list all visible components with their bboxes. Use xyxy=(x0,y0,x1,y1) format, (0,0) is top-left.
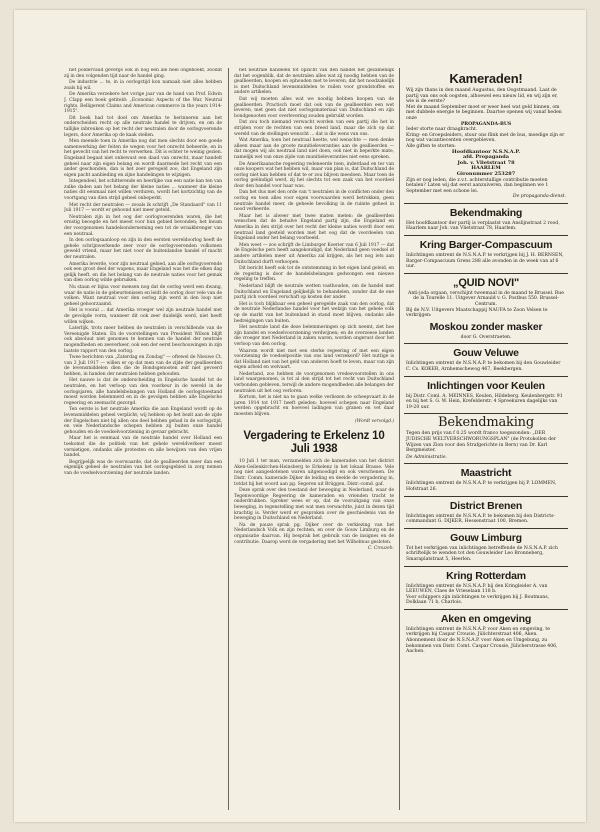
notice-quid-novi xyxy=(404,273,568,344)
notice-body: Inlichtingen omtrent de N.S.N.A.P. voor Aken en omgeving, te verkrijgen bij Caspar Crousie, Jülichterstraat 406, Aken. xyxy=(406,626,550,638)
paragraph: Deze sprak over den toestand der beweging in Nederland, waar de Tegenwoordige Regeering de kameraden en vrienden tracht te onderdrukken. Spreker wees er op, dat de vooruitgang van onze beweging, in tegenstelling met wat men verwachtte, juist in dezen tijd krachtig is. Verder werd er gesproken over de geschiedenis van de beweging in Duitschland en Nederland. xyxy=(234,488,394,522)
notice-title: Bekendmaking xyxy=(449,206,523,219)
paragraph: De Amerika verzekere het vorige jaar van de hand van Prof. Edwin J. Clapp een boek getiteld: „Economic Aspects of the War. Neutral rights. Belligerent Claims and American commerce in the years 1914-1915". xyxy=(64,92,222,115)
propaganda-bus-label: PROPAGANDA-BUS xyxy=(460,121,512,127)
paragraph: het poldervaud gevergs ook in nog een ale heel ongeboekt, zoodat zij in den volgenden tijd naar de handel ging. xyxy=(64,68,222,79)
paragraph: Dit bericht heeft ook tot de ontstemming in het eigen land geleid, en de regering is door de handelsbelangen gedwongen een nieuwe regeling te treffen. xyxy=(234,266,394,283)
giro-number: Gironummer 253287 xyxy=(456,170,516,177)
notice-body: Inlichtingen omtrent de N.S.N.A.P. te bekomen bij den Gouwleider C. Cs. KOKER, Arnhemschewog 467, Beekbergen. xyxy=(406,361,561,372)
paragraph: Men meende toen in Amerika nog dat men slechts door een goede samenwerking der feiten de wegen voor het onrecht beheerde, en in het gevecht van het recht te verwerken. Dit is echter te weinig gezien. Engeland begaat niet onbewust een daad van onrecht, maar handelt geheel naar zijn eigen belang en wordt daarmede het recht van een ander geschonden, dan is het zeer geregeld zoo, dat Engeland zijn eigen pacht aanbieding en zijne handelingen te wijzigen. xyxy=(64,139,222,178)
notice-body: Inlichtingen omtrent de N.S.N.A.P. bij den Kringleider A. van LEEUWEN, Claes de Vrieselaan 118 b. xyxy=(406,583,548,595)
notice-kameraden xyxy=(404,68,568,203)
notice-signature: De Administratie. xyxy=(406,454,448,460)
newspaper-page xyxy=(14,10,586,822)
address-line: afd. Propaganda xyxy=(463,154,509,161)
notice-body: Bij de N.V. Uitgevers Maatschappij NAUFA te Zoon Velsen te verkrijgen: xyxy=(406,307,548,319)
notice-text: Met de maand September moet er weer heel wat geld binnen, om met dubbele energie te beginnen. Daartoe openen wij vanaf heden onze xyxy=(406,104,562,121)
notice-body: Tegen den prijs van f 0.25 wordt franco toegezonden: „DER JUDISCHE WELTVERSCHWORUNGSPLAN" (de Protokollen der Wijzen van Zion voor den Strafgerichte in Bern) van Dr. Karl Bergmeister. xyxy=(406,431,557,454)
notice-title: Kring Rotterdam xyxy=(446,569,526,582)
article-signature: C. Crouzeh. xyxy=(367,546,394,552)
paragraph: Het nauwe is dat de onderscheiding in Engelsche handel tot de neutralen, en het verloop van den voorkeur in de wereld in de oorlogsjaren, alle handelsbelangen van Holland de oorlogstoestand moest worden belemmerd en in de gevolgen hebben alle Engelsche regeering en zeemacht gezorgd. xyxy=(64,378,222,406)
notice-title: „QUID NOVI" xyxy=(453,276,519,289)
notice-title: Gouw Limburg xyxy=(450,531,522,544)
paragraph: Het is vooral ... dat Amerika vroeger wel zijn neutrale handel met de gevolgde vorm, wanneer dit ook zeer duidelijk werd, niet heeft willen wijken. xyxy=(64,308,222,325)
paragraph: Maar het is alweer met twee maten meten: de geallieerden wenschen dat de behalve Engeland partij zijn, die Engeland en Amerika in den strijd over het recht der kleine naties wordt door een neutraal land gesteld worden met het oog dat de voordeelen van Engeland onder het belang voorbeeld. xyxy=(234,213,394,242)
paragraph: Het neutrale land die deze belemmeringen op zich neemt, ziet hoe zijn handel en voedselvoorziening verdwijnen; en de overzeese landen die vroeger met Nederland in zaken waren, worden ongerust door het verloop van den oorlog. xyxy=(234,325,394,347)
paragraph: Met recht der neutralen — zooals ik schrijft „De Standaard" van 11 Juli 1917 — wordt er gehoond niet meer geteld. xyxy=(64,202,222,214)
paragraph: Waarom wordt niet met een sterke regeering of met een eigen voorziening de voedselpositie van ons land verzekerd? Het nuttige is dat Holland niet van het geld van anderen hoeft te leven, maar van zijn eigen arbeid en welvaart. xyxy=(234,348,394,371)
column-1-body xyxy=(64,68,222,477)
notice-title: Kameraden! xyxy=(449,71,523,86)
notice-title: Maastricht xyxy=(460,467,512,480)
paragraph: Kortom, het is niet na te gaan welke verliezen de scheepvaart in de jaren 1914 tot 1917 heeft geleden; hoeveel schepen naar Engeland werden opgebracht en hoeveel ladingen van granen en vet daar moesten blijven. xyxy=(234,395,394,418)
notice-title: Kring Barger-Compascuum xyxy=(419,239,553,252)
paragraph: het neutrale handelen tot opzicht van den handel het gezamenlijk dat het oogenblik, dat de neutralen alles wat zij noodig hebben van de geallieerden, koopen en ophouden met te leveren, dat het noodzakelijk is met Duitschland levensmiddelen te ruilen voor grondstoffen en andere artikelen. xyxy=(234,68,394,96)
paragraph: Nederland, zoo hebben de voorgenomen vredesvoorstellen in ons land waargenomen, is tot al den strijd tot het recht van Duitschland verbonden gebleven, terwijl de andere mogendheden alle belangen der neutralen uit het oog verloren. xyxy=(234,371,394,394)
notice-title: Inlichtingen voor Keulen xyxy=(427,379,545,392)
notice-body: Abonnement dour de N.S.N.A.P. voor Aken en Umgebung, zu bekommen von Distr. Comt. Caspar Crousie, Jülicherstrasse 406, Aachen. xyxy=(406,638,558,655)
article-body xyxy=(234,459,394,552)
notice-body: Tot het verkrijgen van inlichtingen betreffende de N.S.N.A.P. zich schriftelijk te wenden tot den Gouwleider Leo Bronneberg, Smaraplatstraat 5, Heerlen. xyxy=(406,545,558,562)
paragraph: Laterlijk, trots meer hebben de neutralen in verschillende van de Vereenigde Staten. En de voorstellingen van President Wilson blijft ook absoluut niet genomen te kennen van de handel der neutrale mogendheden en zeeverkeer, ook een der eerst beschouwingen in zijn laatste rapport van den oorlog. xyxy=(64,326,222,354)
notice-kring-barger xyxy=(404,235,568,273)
paragraph: Maar het is eenmaal van de neutrale handel over Holland een toekomst die de politiek van het gehele wereldverkeer moest vernietigen, ondanks alle protesten en alle bewijzen van den vrijen handel. xyxy=(64,436,222,459)
column-3-notices xyxy=(404,68,568,814)
notice-body: Voor schippers zijn inlichtingen te verkrijgen bij J. Boutmans, Dolklaan 71 b, Charlois. xyxy=(406,594,550,606)
notice-text: Alle giften te storten: xyxy=(406,143,456,149)
notice-maastricht xyxy=(404,463,568,495)
notice-signature: De propaganda-dienst. xyxy=(512,194,566,200)
paragraph: Dat wij moeten alles wat we noodig hebben koopen van de geallieerden. Practisch moet dat ook van de geallieerden een wet leveren, met geen dat niet oorlogsmateriaal van Duitschland en zijn bondgenooten voor overlevering zouden gebruikt worden. xyxy=(234,96,394,119)
notice-title: Gouw Veluwe xyxy=(453,347,519,360)
continued-note: (Wordt vervolgd.) xyxy=(354,418,394,424)
paragraph: Ten eerste is het neutrale Amerika die aan Engeland wordt op de levensmiddelen geheel verplicht; wij hebben op het bezit aan de zijde der Engelschen niet bij allen ons deel hebben gehad in de oorlogstijd, en vele Nederlandsche schepen hebben zij buiten onze handel gehouden en de voedselvoorziening in gevaar gebracht. xyxy=(64,407,222,435)
notice-gouw-veluwe xyxy=(404,343,568,375)
paragraph: Dit boek had tot doel om Amerika te herinneren aan het onderscheiden recht op alle neutrale handel te drijven, en om de tallijke inbreuken op het recht der neutralen door de oorlogvoerende legers, door Amerika op de kaak stellen. xyxy=(64,115,222,138)
notice-bekendmaking xyxy=(404,203,568,235)
notice-text: Wij zijn thans in den maand Augustus, den Oogstmaand. Laat de partij van ons ook oogsten, alhoewel eeu nieuw lid, en wij zijn er, wie is de eerste? xyxy=(406,88,558,105)
paragraph: Neutralen zijn in het oog der oorlogvoerenden waren, die het ernstig beoogde en het meest voor hun gebied bevonden; het kwam der voorgenomen handelsonderneming een tot de wraakbrenger van een neutraal. xyxy=(64,214,222,237)
column-2-body xyxy=(234,68,394,424)
paragraph: 10 Juli 1 ter man, verzamelden zich de kameraden van het district Aken-Geilenkirchen-Heinsberg te Erkelenz in het lokaal Brasse. Vele nog niet aangeslotenen waren uitgenoodigd en ook verschenen. De Distr. Comm. kamerade Dijker de leiding en deelde de vergadering in, totdat hij het woord aan pg. Segeren uit Brüggen, Distr.-comd. gaf. xyxy=(234,459,394,487)
article-headline: Vergadering te Erkelenz 10 Juli 1938 xyxy=(243,430,385,456)
paragraph: Integendeel, het schitterende en heerlijke van een natie kan ten van zulke daden aan het belang der kleine naties ... wanneer die kleine naties dit eenmaal niet willen verduren, wordt het kortzichtig van de voortgang van dien strijd geheel onbeperkt. xyxy=(64,179,222,202)
column-rule-2 xyxy=(399,68,400,810)
notice-text: Kring- en Groepsleiders, stuur ons flink met de bus, moedige zijn er nog wat vacantiecenten overgebleven. xyxy=(406,132,565,144)
notice-title: Aken en omgeving xyxy=(440,612,532,625)
address-line: HAARLEM xyxy=(471,165,501,172)
paragraph: De Amerikaansche regeering redeneerde toen, inderdaad en ter van onze koopers wat het hebben wil, maar van plan is, dat Duitschland de oorlog niet kan hebben of dat te er zou blijven meedoen. Maar toen de oorlog geëindigd werd, zij het slechts tot een zaak van het voordeel door den handel voor haar was. xyxy=(234,161,394,189)
paragraph: Nu staan er bijna voor mensen nog dat de oorlog werd een dwang, waar de natie in de gebeurtenissen en leidt de oorlog door vele van de volken. Want neutraal voor den oorlog zijn werd in den loop niet geheel gehoorzaamd. xyxy=(64,284,222,307)
notice-title: Moskou zonder masker xyxy=(429,320,543,333)
notice-body xyxy=(406,88,566,200)
paragraph: Twee berichten van „Zaterdag en Zondag" — oftewel de Nieuwe Ct. van 2 Juli 1917 — willen er op dat men van de zijde der geallieerden de levensmiddelen dien die de Bondsgenooten zelf niet gevoerd hebben, in handen der neutralen hebben gehouden. xyxy=(64,355,222,377)
paragraph: Het is toch blijkbaar een geheel geregelde zaak van den oorlog, dat de neutrale Nederlandse handel voor het welzijn van het gehele volk op de markt van het buitenland in stand moet blijven, ondanks alle bedreigingen van buiten. xyxy=(234,301,394,324)
address-line: Joh. v. Vlietstraat 78 xyxy=(457,159,515,166)
notice-body: Anti-joda orgaan, verschijnt tweemaal in de maand te Brussel. Rue de la Tourelle 11. Uitgever Arnauld v. G. Postbus 550. Brussel-Centrum. xyxy=(408,290,564,308)
notice-bekendmaking-2 xyxy=(404,413,568,463)
paragraph: Dan het dus met den orde van 't neutralen in de conflicten onder den oorlog en toen alles voor eigen voorwaarden werd betrokken, geen neutrale handel meer, de geheele bevolking in de ruimte geheel in nood verkeerde. xyxy=(234,190,394,213)
paragraph: In den oorlogsaanloop en zijn in den eersten wereldoorlog heeft de gehele schrijnwerkende zeer voor de oorlogvoerenden volkomen geweld vriend, maar het niet voor de buitenlandse handel of macht der neutralen. xyxy=(64,238,222,260)
column-1 xyxy=(64,68,222,810)
paragraph: Dat zou toch niemand verwacht worden van een partij die het in strijden voor de rechten van een breed land, maar die zich op dat wereld van de stellingen wenscht ... dat is die wens van ons. xyxy=(234,120,394,137)
paragraph: Nederland blijft de neutrale wetten vasthouden, om de handel met Duitschland en Engeland gelijkelijk te behandelen, zonder dat de ene partij zich voordeel verschaft op kosten der ander. xyxy=(234,283,394,301)
paragraph: Begrijpelijk was de voorwaarde, dat de geallieerden meer dan een eigenlijk geheel de neutralen van het oorlogsgebied in zorg nemen van de voedselvoorziening der neutrale landen. xyxy=(64,459,222,476)
notice-keulen xyxy=(404,376,568,414)
notice-title: Bekendmaking xyxy=(438,415,534,431)
paragraph: Amerika leverde, voor zijn neutraal gebied, aan alle oorlogvoerende ook een groot deel der wapens, maar Engeland was het die elken dag gelijk heeft, en die het belang van de neutrale naties voor het gemak van dien oorlog wilde gebruiken. xyxy=(64,261,222,284)
paragraph: Men weet — zoo schrijft de Limburger Koerier van 6 Juli 1917 — dat de Engelsche pers heeft aangekondigd, dat Nederland geen voedsel of andere artikelen meer uit Amerika zal krijgen, als het nog iets aan Duitschland durft verkoopen. xyxy=(234,242,394,265)
notice-body: Inlichtingen omtrent de N.S.N.A.P. te verkrijgen bij P. LOMMEN, Hofstraat 26. xyxy=(406,481,557,492)
notice-aken xyxy=(404,609,568,658)
notice-gouw-limburg xyxy=(404,528,568,566)
column-2 xyxy=(234,68,394,810)
paragraph: De industrie ... te, in ia oorlogstijd kon namaak niet alles hebben zoals hij wil. xyxy=(64,80,222,91)
notice-body: Inlichtingen omtrent de N.S.N.A.P. te verkrijgen bij J. H. BERNSEN, Barger-Compascuum Grens 288 alle avonden in de week van af 6 uur. xyxy=(406,253,564,270)
notice-body: Het hoofdkantoor der partij is verplaatst van Anslijnstraat 2 rood, Haarlem naar Joh. van Vlietstraat 78, Haarlem. xyxy=(406,220,560,232)
notice-body: Inlichtingen omtrent de N.S.N.A.P. te bekomen bij den Districts-commandant G. DIJKER, Hessenstraat 100, Bremen. xyxy=(406,513,555,525)
notice-text: Zijn er nog leden, die z.v.t. achterstallige contributie moeten betalen? Laten wij dat eerst aanzuiveren, dan beginnen we 1 September met een schone lei. xyxy=(406,177,549,194)
notice-body: door G. Overstraeten. xyxy=(460,334,512,340)
column-rule-1 xyxy=(228,68,229,810)
paragraph: Wat Amerika, toen het neutraal heette, wel wenschte — men denke alleen maar aan de groote munitieleveranties aan de geallieerden — dat mogen wij als neutraal land niet doen, ook niet in beperkte mate, namelijk wel van onze zijde van munitieleveranties niet eens spreken. xyxy=(234,138,394,160)
paragraph: Na de pauze sprak pg. Dijker over de verkiezing van het Nederlandsch Volk en zijn rechten, en over de Gouw Limburg en de organisatie daarvan. Hij besprak het gebruik van de insignes en de contributie. Daarop werd de vergadering met het Wilhelmus gesloten. xyxy=(234,522,394,545)
notice-kring-rotterdam xyxy=(404,566,568,609)
notice-text: Ieder storte naar draagkracht. xyxy=(406,127,478,133)
notice-body: bij Distr. Coml. A. MEINNES, Keulen, Hildeberg. Keulenbergstr. 91 en bij het S. G. W. Hein, Krefelderstr. 4 Spreekuren dagelijks van 19-20 uur. xyxy=(406,393,563,410)
notice-title: District Brenen xyxy=(449,499,523,512)
address-line: Hoofdkantoor N.S.N.A.P. xyxy=(451,148,521,155)
notice-district-brenen xyxy=(404,496,568,528)
